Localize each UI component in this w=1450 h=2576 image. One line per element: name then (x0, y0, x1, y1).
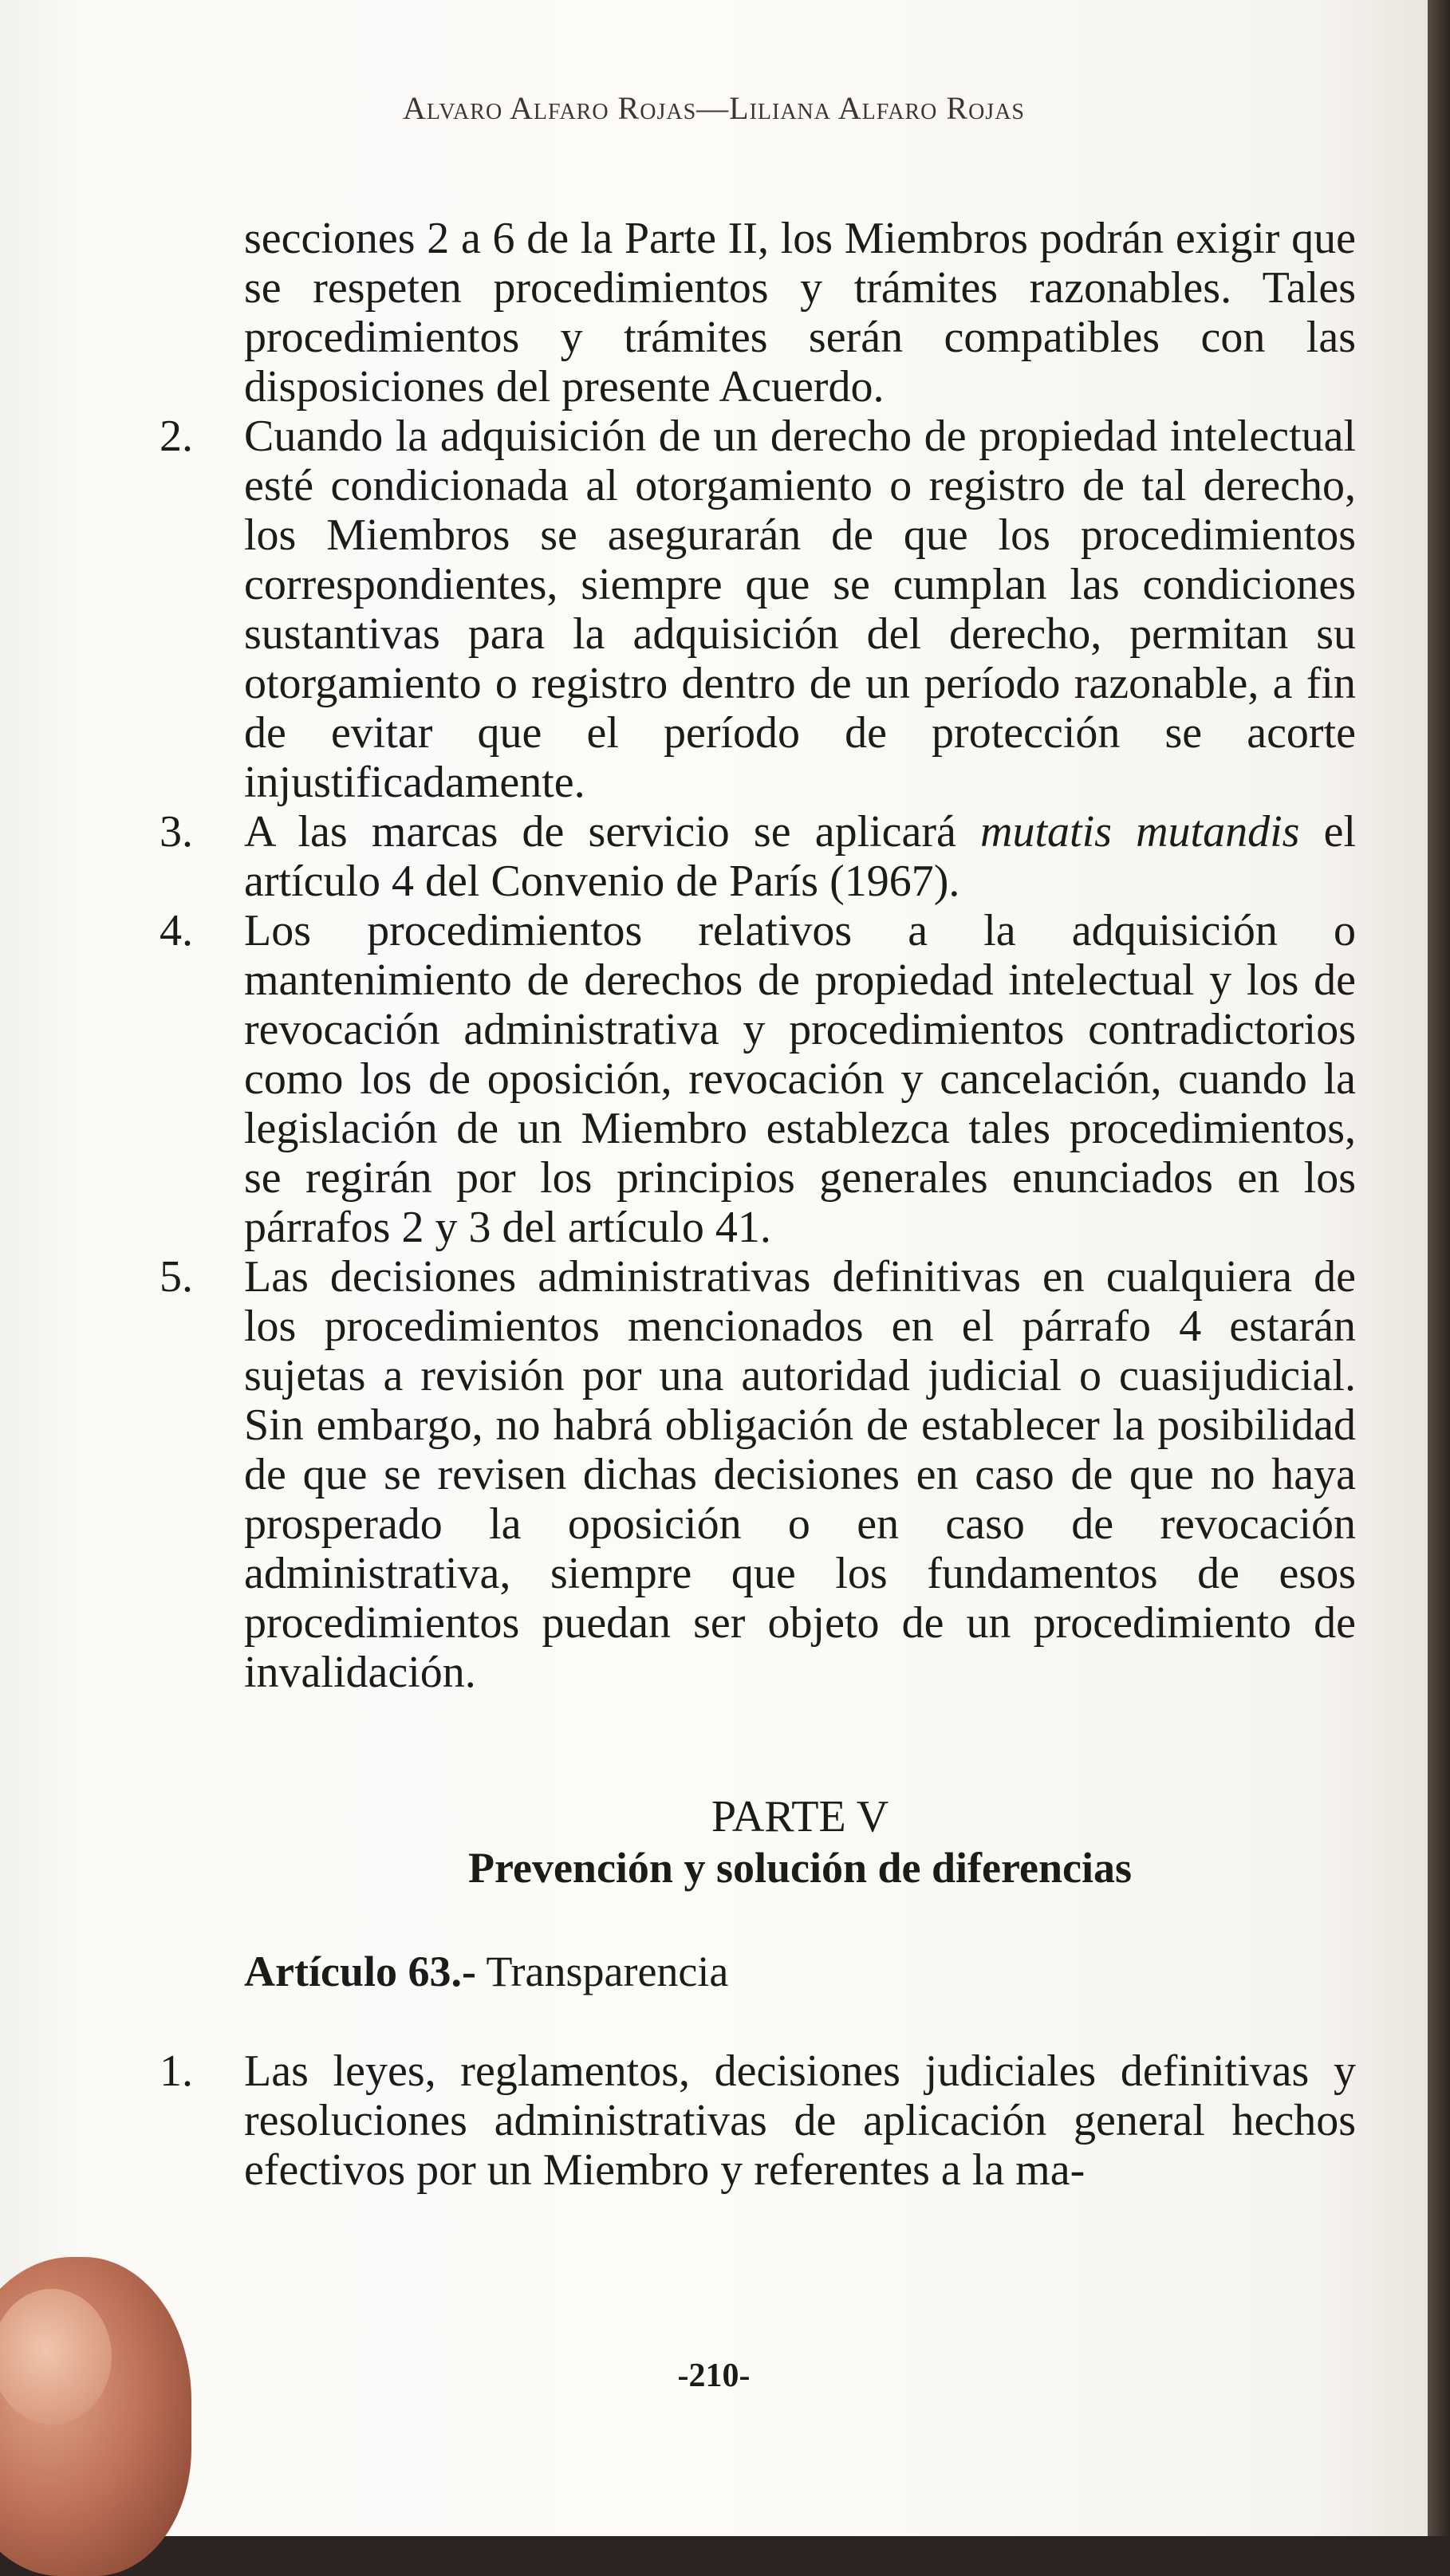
item-number: 1. (160, 2046, 193, 2096)
article-label: Artículo 63.- (244, 1948, 476, 1995)
list-item (160, 906, 1356, 1252)
article-title: Transparencia (475, 1948, 729, 1995)
part-title: PARTE V (711, 1792, 889, 1841)
page-edge-shadow (1428, 0, 1450, 2536)
item-text: Los procedimientos relativos a la adquisición o mantenimiento de derechos de propiedad intelectual y los de revocación administrativa y procedimientos contradictorios como los de oposición, revocación y cancelación, cuando la legislación de un Miembro establezca tales procedimientos, se regirán por los principios generales enunciados en los párrafos 2 y 3 del artículo 41. (244, 906, 1356, 1252)
part-heading (244, 1791, 1356, 1893)
list-item (160, 807, 1357, 906)
continuation-paragraph: secciones 2 a 6 de la Parte II, los Miembros podrán exigir que se respeten procedimientos y trámites razonables. Tales procedimientos y trámites serán compatibles con las disposiciones del presente Acuerdo. (244, 214, 1356, 412)
article-heading (244, 1946, 1356, 1997)
running-header: Alvaro Alfaro Rojas—Liliana Alfaro Rojas (403, 90, 1025, 126)
item-text: Las decisiones administrativas definitivas en cualquiera de los procedimientos mencionados en el párrafo 4 estarán sujetas a revisión por una autoridad judicial o cuasijudicial. Sin embargo, no habrá obligación de establecer la posibilidad de que se revisen dichas decisiones en caso de que no haya prosperado la oposición o en caso de revocación administrativa, siempre que los fundamentos de esos procedimientos puedan ser objeto de un procedimiento de invalidación. (244, 1252, 1356, 1697)
item-number: 2. (160, 412, 193, 461)
item-number: 3. (160, 807, 193, 857)
item-number: 5. (160, 1252, 193, 1302)
body-text (160, 214, 1357, 2195)
item-text-after: el artículo 4 del Convenio de París (1967). (244, 807, 1357, 906)
item-text: Las leyes, reglamentos, decisiones judiciales definitivas y resoluciones administrativas de aplicación general hechos efectivos por un Miembro y referentes a la ma- (244, 2046, 1356, 2195)
item-text-before: A las marcas de servicio se aplicará (244, 807, 981, 857)
item-text: Cuando la adquisición de un derecho de propiedad intelectual esté condicionada al otorgamiento o registro de tal derecho, los Miembros se asegurarán de que los procedimientos correspondientes, siempre que se cumplan las condiciones sustantivas para la adquisición del derecho, permitan su otorgamiento o registro dentro de un período razonable, a fin de evitar que el período de protección se acorte injustificadamente. (244, 412, 1356, 807)
list-item (160, 2046, 1356, 2195)
part-subtitle: Prevención y solución de diferencias (468, 1844, 1132, 1892)
page-number: -210- (677, 2357, 751, 2394)
item-text-italic: mutatis mutandis (980, 807, 1300, 857)
item-number: 4. (160, 906, 193, 955)
list-item (160, 412, 1356, 807)
list-item (160, 1252, 1356, 1697)
